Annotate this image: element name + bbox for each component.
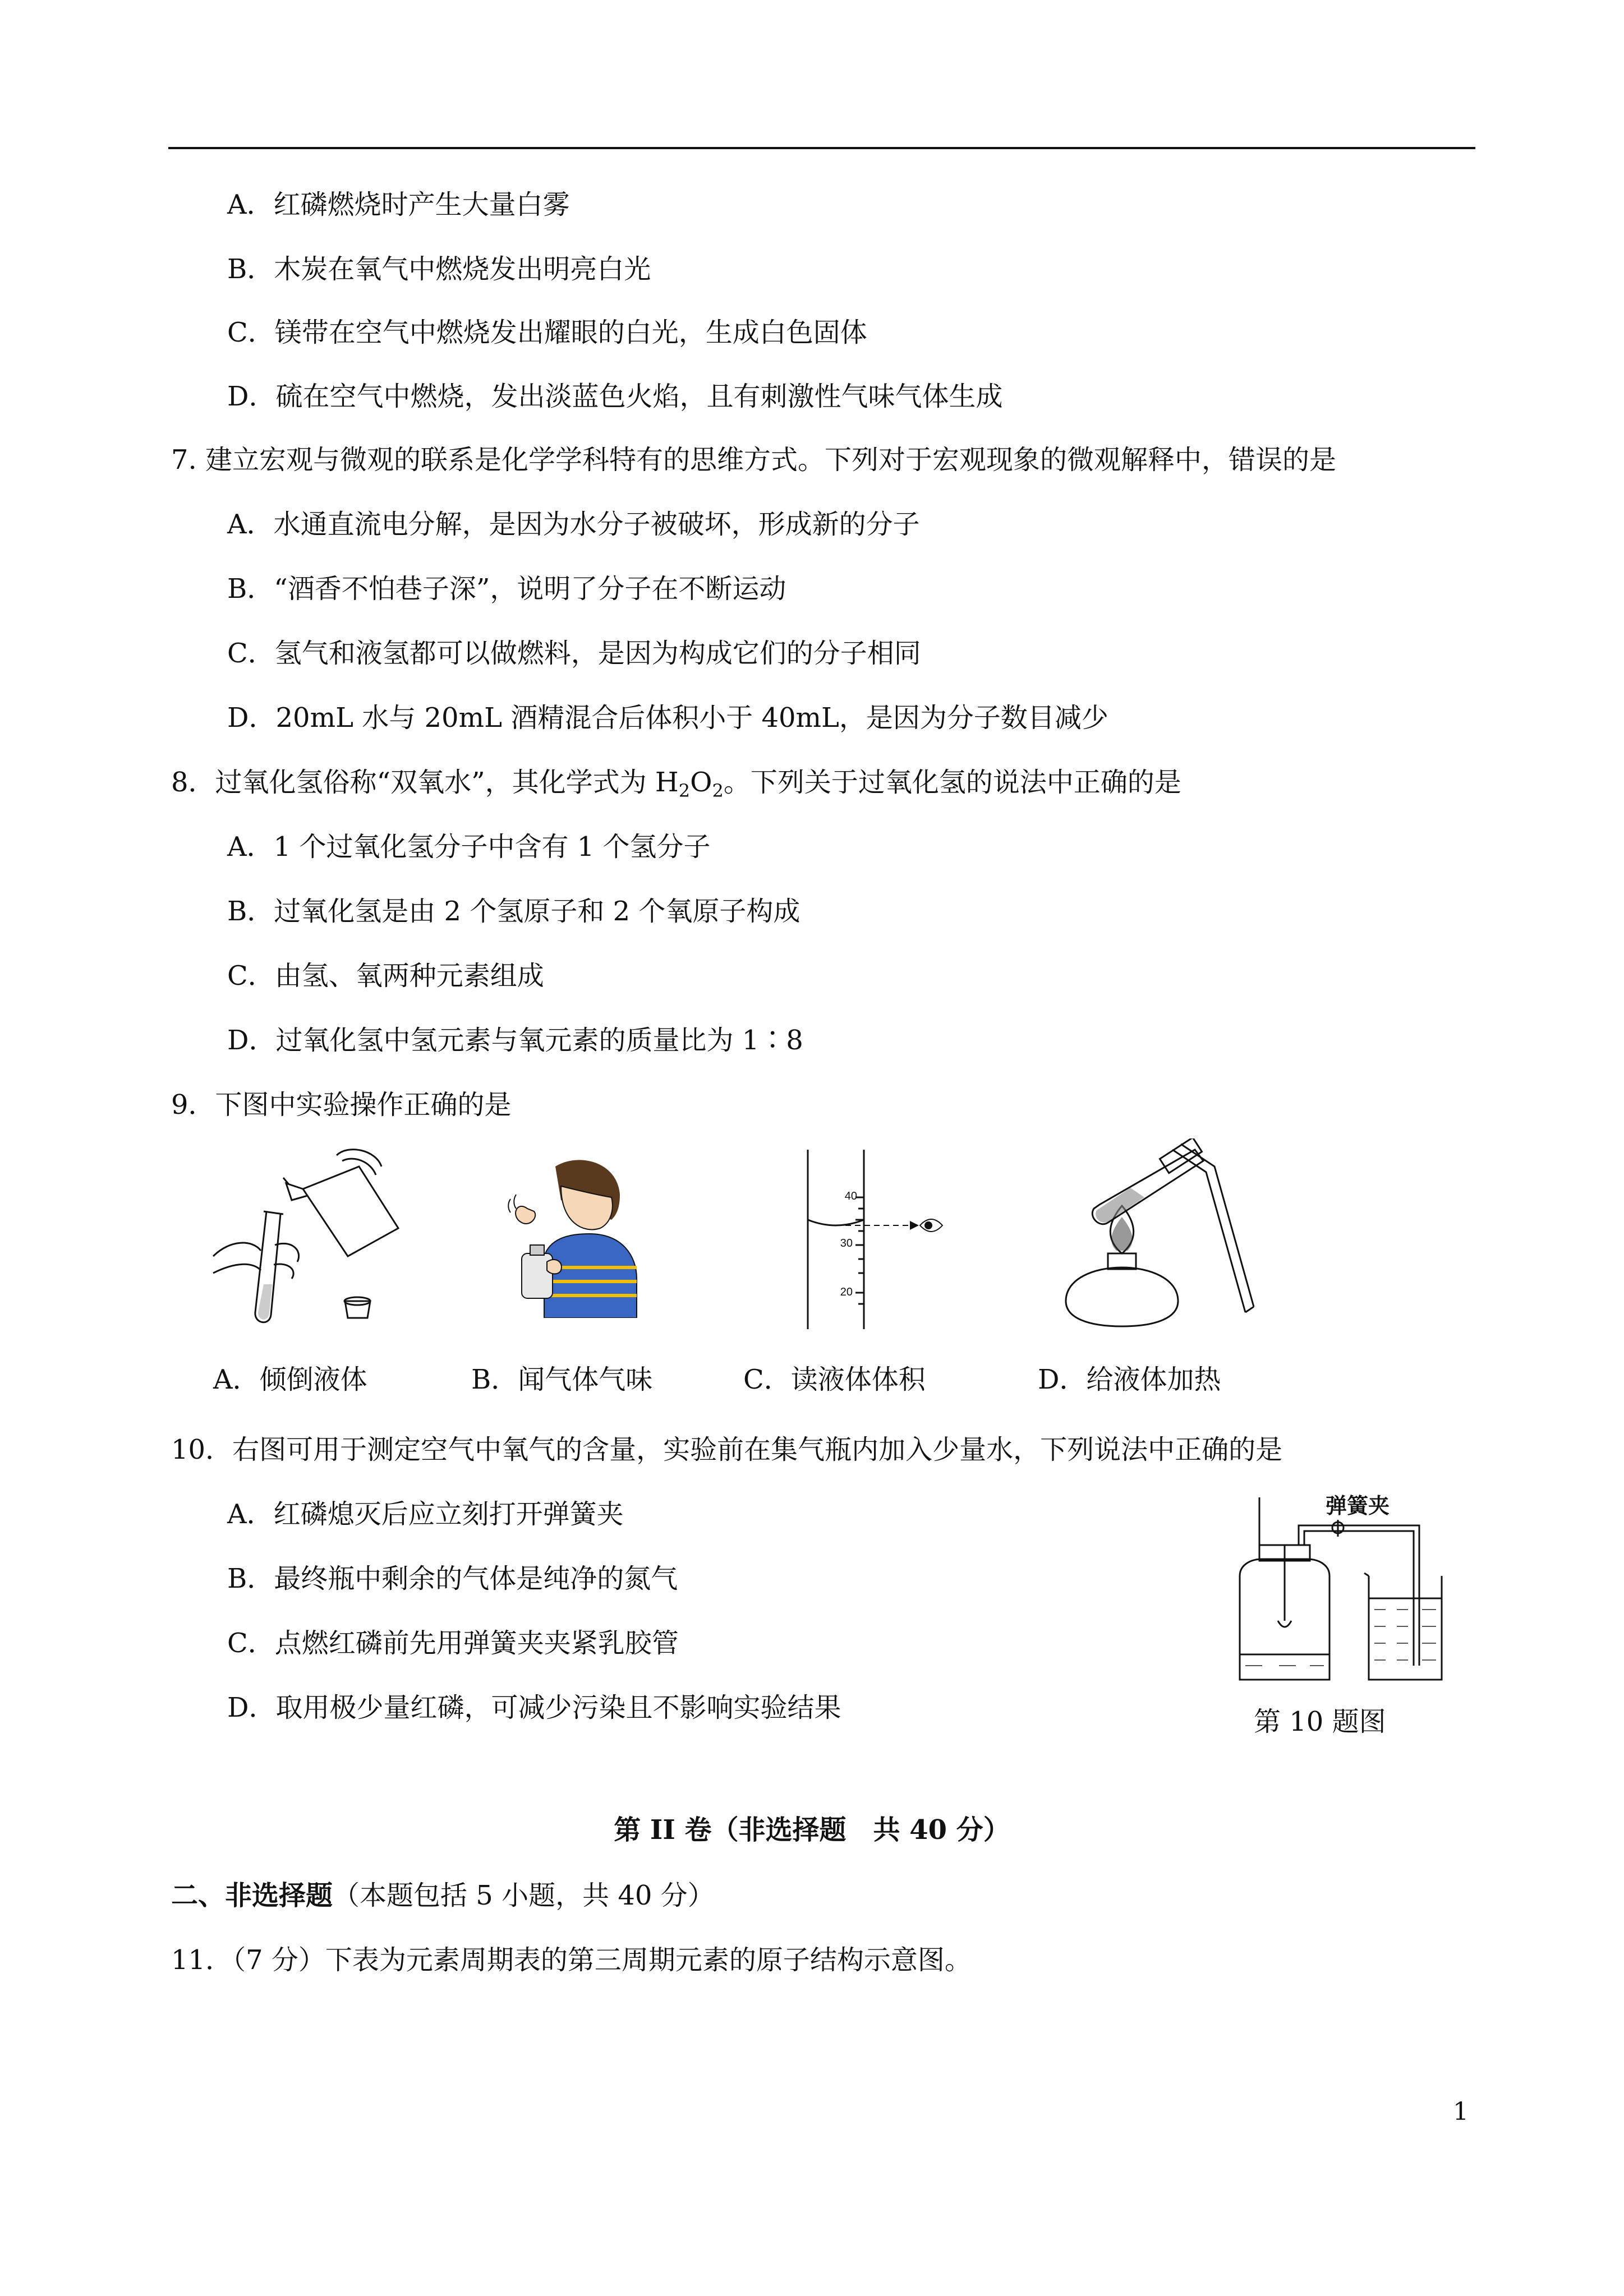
section-heading-rest: （本题包括 5 小题，共 40 分）: [333, 1880, 715, 1911]
q8-subscript-1: 2: [678, 780, 691, 801]
cylinder-tick-30: 30: [840, 1237, 853, 1250]
graduated-cylinder-illustration: [780, 1147, 959, 1332]
q8-subscript-2: 2: [712, 780, 724, 801]
q10-stem: 10．右图可用于测定空气中氧气的含量，实验前在集气瓶内加入少量水，下列说法中正确的是: [171, 1434, 1283, 1465]
cylinder-tick-20: 20: [840, 1286, 853, 1298]
q6-option-a: A．红磷燃烧时产生大量白雾: [227, 189, 570, 220]
q8-option-d: D．过氧化氢中氢元素与氧元素的质量比为 1∶8: [227, 1025, 803, 1056]
q8-option-b: B．过氧化氢是由 2 个氢原子和 2 个氧原子构成: [227, 896, 801, 927]
q8-option-a: A．1 个过氧化氢分子中含有 1 个氢分子: [227, 831, 711, 863]
q7-stem: 7. 建立宏观与微观的联系是化学学科特有的思维方式。下列对于宏观现象的微观解释中，错误的是: [171, 444, 1337, 476]
q7-option-d: D．20mL 水与 20mL 酒精混合后体积小于 40mL，是因为分子数目减少: [227, 702, 1108, 734]
pouring-liquid-illustration: [208, 1144, 421, 1335]
q6-option-d: D．硫在空气中燃烧，发出淡蓝色火焰，且有刺激性气味气体生成: [227, 381, 1003, 412]
q8-stem-part3: 。下列关于过氧化氢的说法中正确的是: [723, 767, 1181, 798]
q8-stem-part1: 8．过氧化氢俗称“双氧水”，其化学式为 H: [171, 767, 679, 798]
q10-option-d: D．取用极少量红磷，可减少污染且不影响实验结果: [227, 1692, 841, 1723]
q10-option-b: B．最终瓶中剩余的气体是纯净的氮气: [227, 1563, 678, 1594]
q9-caption-c: C．读液体体积: [743, 1364, 926, 1395]
heating-liquid-illustration: [1060, 1138, 1285, 1340]
section-heading-bold: 二、非选择题: [171, 1880, 333, 1911]
section-heading: [171, 1879, 715, 1912]
q11-stem: 11．（7 分）下表为元素周期表的第三周期元素的原子结构示意图。: [171, 1944, 972, 1976]
q10-figure-caption: 第 10 题图: [1254, 1706, 1386, 1737]
cylinder-tick-40: 40: [844, 1190, 857, 1202]
q9-caption-a: A．倾倒液体: [213, 1364, 367, 1395]
q9-caption-b: B．闻气体气味: [471, 1364, 653, 1395]
spring-clamp-label: 弹簧夹: [1325, 1493, 1390, 1518]
header-rule: [168, 147, 1475, 149]
part2-title: 第 II 卷（非选择题 共 40 分）: [614, 1814, 1010, 1846]
page-number: 1: [1453, 2097, 1469, 2126]
q8-option-c: C．由氢、氧两种元素组成: [227, 960, 544, 992]
q7-option-c: C．氢气和液氢都可以做燃料，是因为构成它们的分子相同: [227, 638, 921, 669]
q8-stem: [171, 766, 1181, 808]
q6-option-b: B．木炭在氧气中燃烧发出明亮白光: [227, 253, 651, 285]
q8-stem-part2: O: [690, 767, 712, 798]
q10-option-c: C．点燃红磷前先用弹簧夹夹紧乳胶管: [227, 1628, 679, 1659]
q9-caption-d: D．给液体加热: [1038, 1364, 1221, 1395]
q10-option-a: A．红磷熄灭后应立刻打开弹簧夹: [227, 1499, 624, 1530]
q6-option-c: C．镁带在空气中燃烧发出耀眼的白光，生成白色固体: [227, 317, 867, 348]
eye-icon: [920, 1219, 942, 1232]
q7-option-a: A．水通直流电分解，是因为水分子被破坏，形成新的分子: [227, 509, 920, 540]
q7-option-b: B．“酒香不怕巷子深”，说明了分子在不断运动: [227, 573, 786, 605]
oxygen-content-apparatus-illustration: [1217, 1486, 1447, 1688]
smelling-gas-illustration: [499, 1155, 645, 1318]
q9-stem: 9．下图中实验操作正确的是: [171, 1089, 512, 1121]
